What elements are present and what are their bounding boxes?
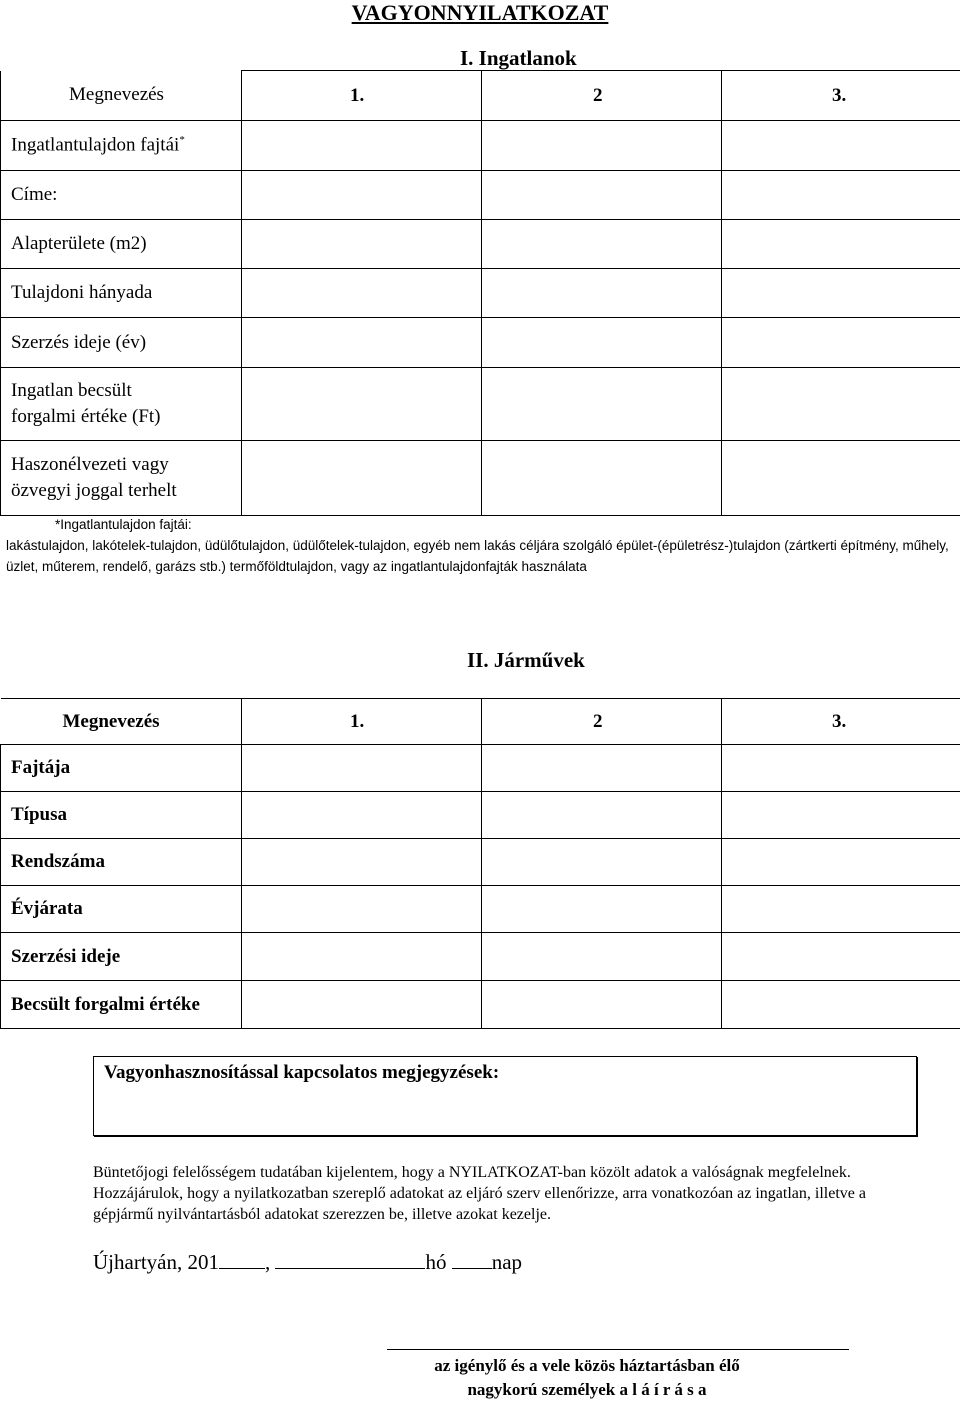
cell-input[interactable] [482, 318, 722, 368]
row-label: Rendszáma [1, 839, 242, 886]
cell-input[interactable] [242, 981, 482, 1029]
row-label: Címe: [1, 171, 242, 220]
row-label: Ingatlan becsült forgalmi értéke (Ft) [1, 368, 242, 441]
footnote-heading: *Ingatlantulajdon fajtái: [6, 514, 951, 535]
cell-input[interactable] [722, 318, 960, 368]
section-title-vehicles: II. Járművek [467, 648, 585, 673]
table-row [1, 792, 960, 839]
table-row [1, 839, 960, 886]
cell-input[interactable] [482, 269, 722, 318]
cell-input[interactable] [722, 886, 960, 933]
declaration-text: Büntetőjogi felelősségem tudatában kijelentem, hogy a NYILATKOZAT-ban közölt adatok a valóságnak megfelelnek. Hozzájárulok, hogy a nyilatkozatban szereplő adatokat az eljáró szerv ellenőrizze, arra vonatkozóan az ingatlan, illetve a gépjármű nyilvántartásból adatokat szerezzen be, illetve azokat kezelje. [93, 1162, 923, 1225]
cell-input[interactable] [482, 220, 722, 269]
remarks-box[interactable] [93, 1056, 917, 1136]
signature-caption [387, 1354, 787, 1402]
day-word: nap [492, 1250, 522, 1274]
cell-input[interactable] [482, 368, 722, 441]
row-label: Becsült forgalmi értéke [1, 981, 242, 1029]
year-blank[interactable] [219, 1267, 265, 1269]
day-blank[interactable] [452, 1267, 492, 1269]
cell-input[interactable] [242, 792, 482, 839]
place-date-line [93, 1250, 522, 1275]
signature-caption-line1: az igénylő és a vele közös háztartásban élő [387, 1354, 787, 1378]
cell-input[interactable] [722, 269, 960, 318]
cell-input[interactable] [722, 839, 960, 886]
footnote [6, 514, 951, 577]
remarks-label: Vagyonhasznosítással kapcsolatos megjegyzések: [104, 1062, 499, 1084]
table-row [1, 121, 960, 171]
cell-input[interactable] [722, 933, 960, 981]
table-row [1, 318, 960, 368]
cell-input[interactable] [722, 171, 960, 220]
section-title-real-estate: I. Ingatlanok [460, 46, 577, 71]
cell-input[interactable] [482, 933, 722, 981]
cell-input[interactable] [242, 368, 482, 441]
cell-input[interactable] [482, 981, 722, 1029]
vehicle-header-row [1, 699, 960, 745]
cell-input[interactable] [722, 745, 960, 792]
table-row [1, 269, 960, 318]
cell-input[interactable] [242, 933, 482, 981]
col-1-header: 1. [242, 699, 482, 745]
header-label: Megnevezés [1, 71, 242, 121]
footnote-text: lakástulajdon, lakótelek-tulajdon, üdülőtulajdon, üdülőtelek-tulajdon, egyéb nem lakás céljára szolgáló épület-(épületrész-)tulajdon (zártkerti építmény, műhely, üzlet, műterem, rendelő, garázs stb.) termőföldtulajdon, vagy az ingatlantulajdonfajták használata [6, 538, 949, 574]
cell-input[interactable] [482, 745, 722, 792]
cell-input[interactable] [242, 269, 482, 318]
cell-input[interactable] [242, 441, 482, 516]
row-label: Szerzési ideje [1, 933, 242, 981]
cell-input[interactable] [242, 886, 482, 933]
vehicle-table [0, 698, 960, 1029]
cell-input[interactable] [242, 171, 482, 220]
table-row [1, 933, 960, 981]
table-row [1, 220, 960, 269]
col-3-header: 3. [722, 699, 960, 745]
real-estate-table [0, 70, 960, 516]
signature-caption-line2: nagykorú személyek a l á í r á s a [387, 1378, 787, 1402]
cell-input[interactable] [482, 441, 722, 516]
cell-input[interactable] [722, 441, 960, 516]
cell-input[interactable] [482, 839, 722, 886]
table-row [1, 981, 960, 1029]
row-label: Típusa [1, 792, 242, 839]
header-label: Megnevezés [1, 699, 242, 745]
col-3-header: 3. [722, 71, 960, 121]
place-text: Újhartyán, 201 [93, 1250, 219, 1274]
row-label: Évjárata [1, 886, 242, 933]
document-title: VAGYONNYILATKOZAT [0, 0, 960, 26]
row-label: Alapterülete (m2) [1, 220, 242, 269]
cell-input[interactable] [242, 121, 482, 171]
cell-input[interactable] [722, 792, 960, 839]
row-label: Ingatlantulajdon fajtái* [1, 121, 242, 171]
row-label: Tulajdoni hányada [1, 269, 242, 318]
table-row [1, 441, 960, 516]
table-row [1, 368, 960, 441]
table-row [1, 886, 960, 933]
comma: , [265, 1250, 270, 1274]
real-estate-header-row [1, 71, 960, 121]
table-row [1, 745, 960, 792]
cell-input[interactable] [242, 839, 482, 886]
month-blank[interactable] [275, 1267, 425, 1269]
cell-input[interactable] [242, 318, 482, 368]
cell-input[interactable] [482, 121, 722, 171]
cell-input[interactable] [722, 220, 960, 269]
col-1-header: 1. [242, 71, 482, 121]
col-2-header: 2 [482, 71, 722, 121]
cell-input[interactable] [242, 745, 482, 792]
cell-input[interactable] [722, 368, 960, 441]
table-row [1, 171, 960, 220]
signature-line[interactable] [387, 1349, 849, 1350]
cell-input[interactable] [482, 792, 722, 839]
month-word: hó [425, 1250, 446, 1274]
row-label: Szerzés ideje (év) [1, 318, 242, 368]
cell-input[interactable] [482, 886, 722, 933]
cell-input[interactable] [242, 220, 482, 269]
row-label: Haszonélvezeti vagy özvegyi joggal terhelt [1, 441, 242, 516]
cell-input[interactable] [482, 171, 722, 220]
row-label: Fajtája [1, 745, 242, 792]
cell-input[interactable] [722, 121, 960, 171]
cell-input[interactable] [722, 981, 960, 1029]
col-2-header: 2 [482, 699, 722, 745]
